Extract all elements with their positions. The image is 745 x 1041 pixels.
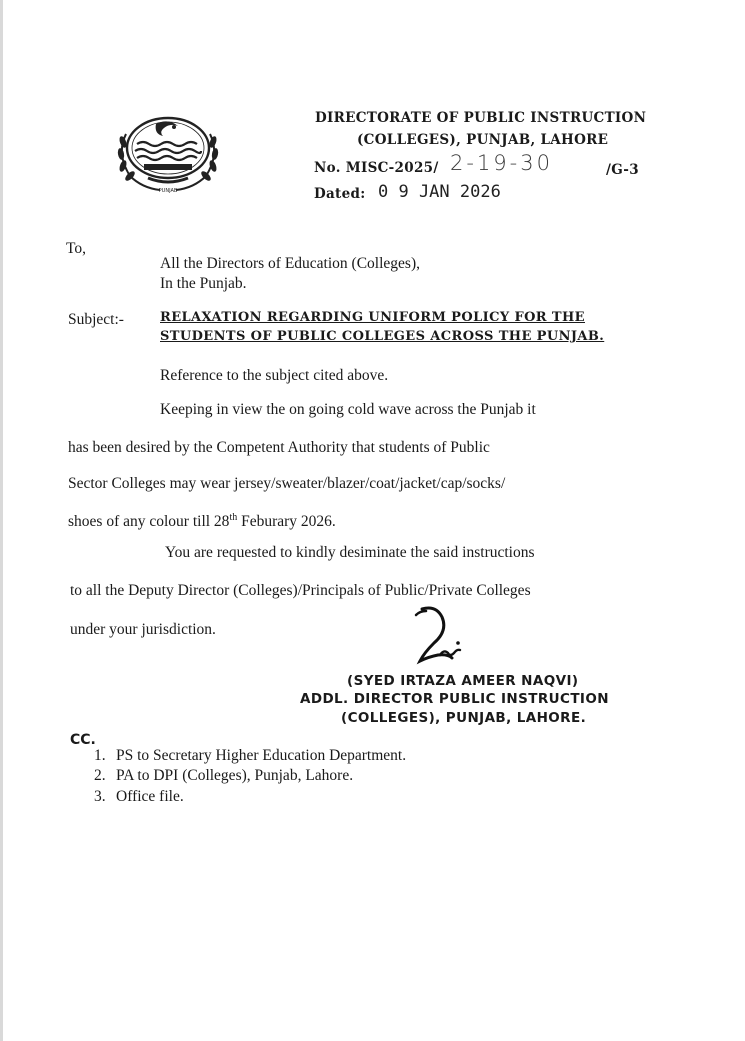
cc-item-number: 2. <box>94 767 106 784</box>
cc-item-text: Office file. <box>116 788 184 805</box>
paragraph2-line3: under your jurisdiction. <box>70 621 216 638</box>
reference-line: Reference to the subject cited above. <box>160 367 389 384</box>
subject-line1: RELAXATION REGARDING UNIFORM POLICY FOR THE <box>160 310 585 325</box>
reference-number-label: No. MISC-2025/ <box>314 160 439 176</box>
reference-number-suffix: /G-3 <box>606 162 639 178</box>
subject-label: Subject:- <box>68 311 124 328</box>
signatory-title: ADDL. DIRECTOR PUBLIC INSTRUCTION <box>300 691 609 707</box>
cc-item-text: PA to DPI (Colleges), Punjab, Lahore. <box>116 767 354 784</box>
addressee-line1: All the Directors of Education (Colleges), <box>160 255 420 272</box>
paragraph1-line3: Sector Colleges may wear jersey/sweater/blazer/coat/jacket/cap/socks/ <box>68 475 506 492</box>
subject-line2: STUDENTS OF PUBLIC COLLEGES ACROSS THE PUNJAB. <box>160 329 605 344</box>
header-line2: (COLLEGES), PUNJAB, LAHORE <box>357 132 609 148</box>
cc-item-number: 1. <box>94 747 106 764</box>
to-label: To, <box>66 240 87 257</box>
dated-label: Dated: <box>314 186 366 202</box>
paragraph1-line4-start: shoes of any colour till 28 <box>68 513 230 531</box>
reference-number-handwritten: 2-19-30 <box>450 151 553 175</box>
handwritten-signature <box>400 603 466 669</box>
paragraph2-line1: You are requested to kindly desiminate the said instructions <box>165 544 535 561</box>
scan-edge <box>0 0 3 1041</box>
paragraph1-line4 <box>68 512 336 531</box>
cc-item <box>94 767 353 785</box>
logo-text: PUNJAB <box>158 188 178 194</box>
paragraph1-line4-end: Feburary 2026. <box>237 513 336 531</box>
punjab-emblem-icon <box>104 112 232 194</box>
cc-item-number: 3. <box>94 788 106 805</box>
signatory-name: (SYED IRTAZA AMEER NAQVI) <box>347 673 579 689</box>
addressee-line2: In the Punjab. <box>160 275 247 292</box>
paragraph2-line2: to all the Deputy Director (Colleges)/Principals of Public/Private Colleges <box>70 582 531 599</box>
cc-item-text: PS to Secretary Higher Education Department. <box>116 747 407 764</box>
signatory-office: (COLLEGES), PUNJAB, LAHORE. <box>341 710 587 726</box>
paragraph1-line1: Keeping in view the on going cold wave across the Punjab it <box>160 401 536 418</box>
paragraph1-line2: has been desired by the Competent Authority that students of Public <box>68 439 490 456</box>
header-line1: DIRECTORATE OF PUBLIC INSTRUCTION <box>315 110 647 126</box>
cc-item <box>94 788 184 806</box>
dated-stamp: 0 9 JAN 2026 <box>378 182 501 202</box>
paragraph1-line4-superscript: th <box>229 512 238 523</box>
cc-item <box>94 747 406 765</box>
cc-label: CC. <box>70 732 96 748</box>
